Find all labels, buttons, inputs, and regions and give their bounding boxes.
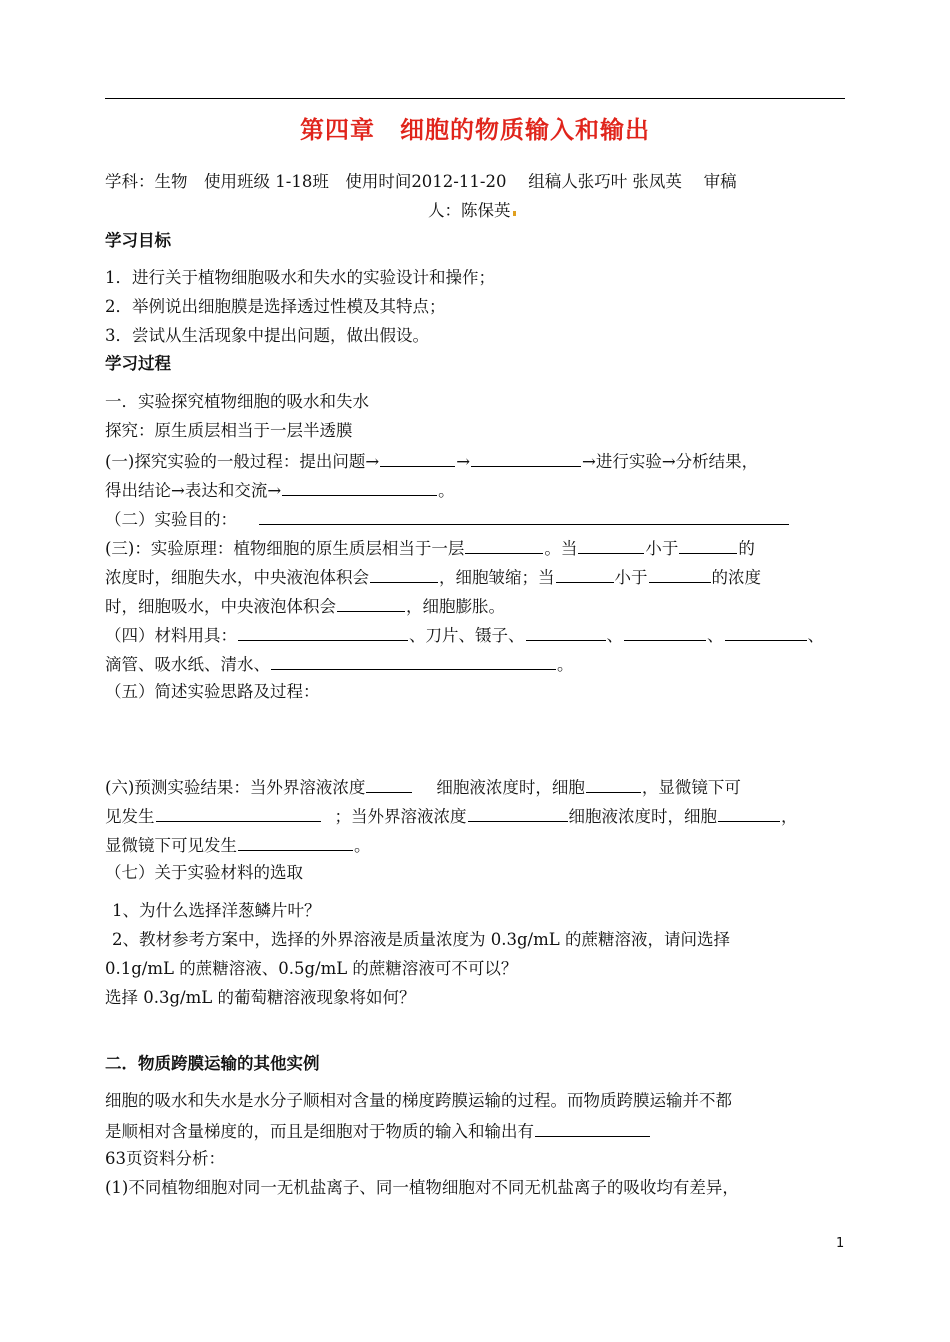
text: 小于 <box>614 568 648 587</box>
page-number: 1 <box>836 1236 845 1251</box>
blank[interactable] <box>718 804 780 822</box>
step-4-line-2 <box>105 652 850 676</box>
text: ；当外界溶液浓度 <box>334 807 467 826</box>
blank[interactable] <box>156 804 321 822</box>
text: 的浓度 <box>711 568 761 587</box>
blank[interactable] <box>586 775 641 793</box>
text: 时，细胞吸水，中央液泡体积会 <box>105 597 336 616</box>
text: 。 <box>557 655 574 674</box>
text: 细胞液浓度时，细胞 <box>568 807 717 826</box>
text: (三)：实验原理：植物细胞的原生质层相当于一层 <box>105 539 465 558</box>
blank[interactable] <box>271 652 556 670</box>
text: 显微镜下可见发生 <box>105 836 237 855</box>
section-2-line-3: 63页资料分析： <box>105 1149 225 1168</box>
header-rule <box>105 98 845 99</box>
section-2-heading: 二．物质跨膜运输的其他实例 <box>105 1054 320 1073</box>
goal-item: 2．举例说出细胞膜是选择透过性模及其特点； <box>105 297 446 316</box>
text: 得出结论→表达和交流→ <box>105 481 282 500</box>
blank[interactable] <box>380 449 455 467</box>
blank[interactable] <box>471 449 581 467</box>
mark-dot <box>513 211 516 216</box>
goal-item: 1．进行关于植物细胞吸水和失水的实验设计和操作； <box>105 268 495 287</box>
question-1: 1、为什么选择洋葱鳞片叶？ <box>112 901 321 920</box>
text: 、 <box>707 626 724 645</box>
step-3-line-3 <box>105 594 850 618</box>
text: 。 <box>354 836 371 855</box>
blank[interactable] <box>468 804 568 822</box>
blank[interactable] <box>649 565 711 583</box>
blank[interactable] <box>624 623 706 641</box>
text: 浓度时，细胞失水，中央液泡体积会 <box>105 568 369 587</box>
process-heading: 学习过程 <box>105 354 171 373</box>
blank[interactable] <box>366 775 412 793</box>
meta-line-2 <box>428 200 628 222</box>
section-2-line-1: 细胞的吸水和失水是水分子顺相对含量的梯度跨膜运输的过程。而物质跨膜运输并不都 <box>105 1091 732 1110</box>
section-1-title: 一．实验探究植物细胞的吸水和失水 <box>105 392 369 411</box>
text: 。当 <box>544 539 578 558</box>
blank[interactable] <box>465 536 543 554</box>
explore-line: 探究：原生质层相当于一层半透膜 <box>105 421 353 440</box>
meta-line-1: 学科：生物 使用班级 1-18班 使用时间2012-11-20 组稿人张巧叶 张凤英 审稿 <box>105 172 737 191</box>
step-6-line-3 <box>105 833 850 857</box>
blank[interactable] <box>725 623 807 641</box>
blank[interactable] <box>535 1119 650 1137</box>
step-1-line-2 <box>105 478 850 502</box>
text: （四）材料用具： <box>105 626 237 645</box>
blank[interactable] <box>679 536 737 554</box>
goal-item: 3．尝试从生活现象中提出问题，做出假设。 <box>105 326 429 345</box>
text: 、 <box>606 626 623 645</box>
text: ，显微镜下可 <box>641 778 741 797</box>
blank[interactable] <box>556 565 614 583</box>
blank[interactable] <box>259 507 789 525</box>
text: 。 <box>438 481 455 500</box>
text: （二）实验目的： <box>105 510 237 529</box>
step-5-line: （五）简述实验思路及过程： <box>105 682 320 701</box>
blank[interactable] <box>337 594 405 612</box>
blank[interactable] <box>238 623 408 641</box>
blank[interactable] <box>282 478 437 496</box>
step-7-line: （七）关于实验材料的选取 <box>105 863 303 882</box>
step-3-line-2 <box>105 565 850 589</box>
text: ，细胞膨胀。 <box>406 597 505 616</box>
step-3-line-1 <box>105 536 850 560</box>
goals-heading: 学习目标 <box>105 231 171 250</box>
blank[interactable] <box>238 833 353 851</box>
text: 是顺相对含量梯度的，而且是细胞对于物质的输入和输出有 <box>105 1122 534 1141</box>
step-6-line-1 <box>105 775 850 799</box>
text: 见发生 <box>105 807 155 826</box>
text: (六)预测实验结果：当外界溶液浓度 <box>105 778 366 797</box>
blank[interactable] <box>370 565 438 583</box>
question-2-line-1: 2、教材参考方案中，选择的外界溶液是质量浓度为 0.3g/mL 的蔗糖溶液，请问选择 <box>112 930 730 949</box>
text: ， <box>781 807 798 826</box>
text: 、刀片、镊子、 <box>409 626 525 645</box>
question-3: 选择 0.3g/mL 的葡萄糖溶液现象将如何？ <box>105 988 416 1007</box>
blank[interactable] <box>526 623 606 641</box>
text: 小于 <box>645 539 679 558</box>
text: →进行实验→分析结果， <box>582 452 759 471</box>
text: 的 <box>738 539 755 558</box>
section-2-line-4: (1)不同植物细胞对同一无机盐离子、同一植物细胞对不同无机盐离子的吸收均有差异， <box>105 1178 739 1197</box>
text: 细胞液浓度时，细胞 <box>436 778 585 797</box>
meta-line-2-text: 人：陈保英 <box>428 201 511 220</box>
step-1-line-1 <box>105 449 850 473</box>
section-2-line-2 <box>105 1119 850 1143</box>
text: 、 <box>807 626 824 645</box>
text: 滴管、吸水纸、清水、 <box>105 655 270 674</box>
text: (一)探究实验的一般过程：提出问题→ <box>105 452 380 471</box>
step-4-line-1 <box>105 623 850 647</box>
text: ，细胞皱缩；当 <box>439 568 555 587</box>
step-2-line <box>105 507 850 531</box>
question-2-line-2: 0.1g/mL 的蔗糖溶液、0.5g/mL 的蔗糖溶液可不可以？ <box>105 959 518 978</box>
step-6-line-2 <box>105 804 850 828</box>
text: → <box>456 452 471 471</box>
blank[interactable] <box>578 536 644 554</box>
page-title: 第四章 细胞的物质输入和输出 <box>300 116 650 144</box>
